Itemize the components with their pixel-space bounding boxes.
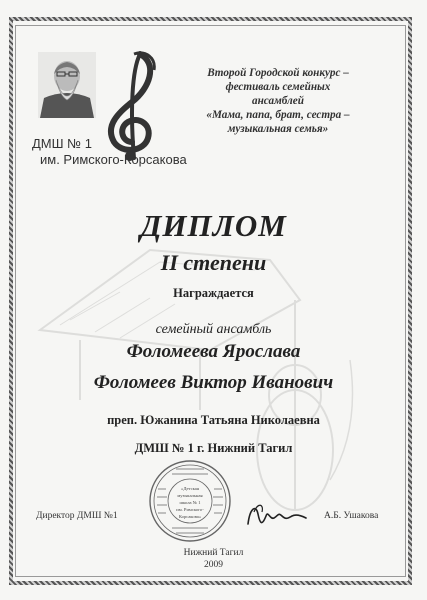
seal-text-line: школа № 1 xyxy=(179,500,201,505)
recipient-name-1: Фоломеева Ярослава xyxy=(126,341,301,362)
school-named-after: им. Римского-Корсакова xyxy=(40,152,187,167)
festival-title-block xyxy=(172,66,384,136)
festival-line: фестиваль семейных xyxy=(225,81,331,93)
seal-text-line: Корсакова» xyxy=(178,514,202,519)
school-number: ДМШ № 1 xyxy=(32,136,92,151)
ensemble-label: семейный ансамбль xyxy=(155,322,272,337)
director-name: А.Б. Ушакова xyxy=(324,511,379,521)
seal-text-line: «Детская xyxy=(181,486,199,491)
teacher-name: преп. Южанина Татьяна Николаевна xyxy=(107,413,320,427)
diploma-degree: II степени xyxy=(160,250,267,275)
seal-text-line: музыкальная xyxy=(177,493,203,498)
awarded-label: Награждается xyxy=(173,286,254,300)
festival-line: музыкальная семья» xyxy=(227,123,329,135)
festival-line: «Мама, папа, брат, сестра – xyxy=(206,109,350,121)
director-label: Директор ДМШ №1 xyxy=(36,511,118,521)
seal-text-line: им. Римского- xyxy=(176,507,204,512)
festival-line: Второй Городской конкурс – xyxy=(207,67,349,79)
diploma-title: ДИПЛОМ xyxy=(140,208,287,243)
place-and-year xyxy=(0,547,427,571)
organization-name: ДМШ № 1 г. Нижний Тагил xyxy=(134,441,293,455)
school-name-block xyxy=(30,136,210,168)
city-name: Нижний Тагил xyxy=(183,548,244,558)
official-seal-stamp xyxy=(148,459,232,543)
recipient-name-2: Фоломеев Виктор Иванович xyxy=(93,372,334,393)
year: 2009 xyxy=(204,560,223,570)
handwritten-signature xyxy=(244,498,310,532)
festival-line: ансамблей xyxy=(252,95,304,107)
